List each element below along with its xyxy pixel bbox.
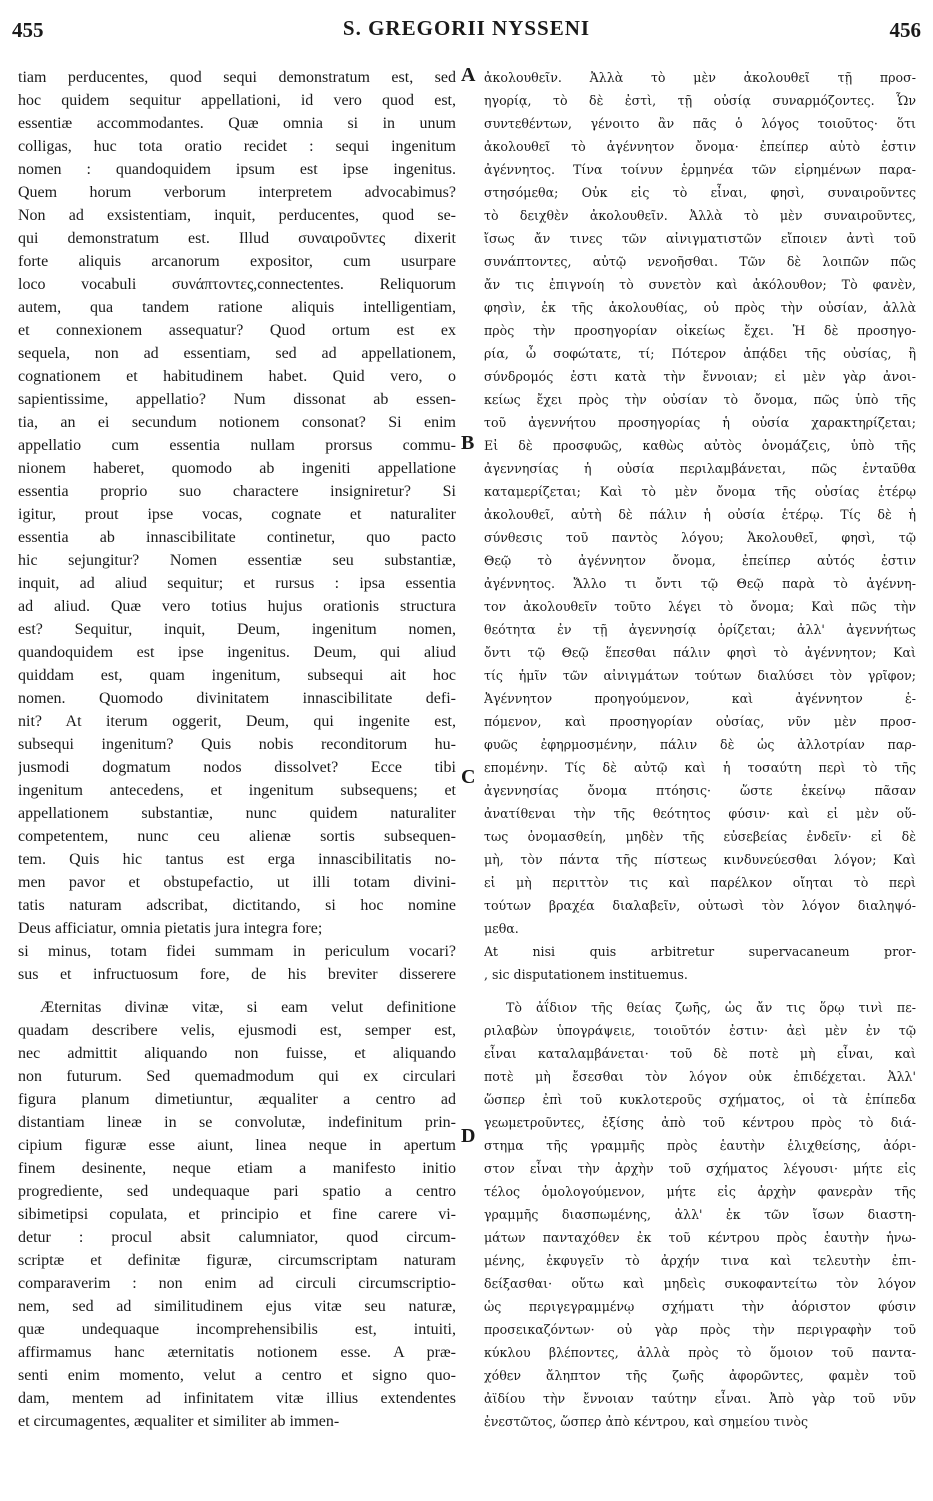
text-line: τως ὀνομασθείη, μηδὲν τῆς εὐσεβείας ἐνδεῖν· εἰ δὲ xyxy=(484,829,916,844)
text-line: distantiam lineæ in se convolutæ, indefinitum prin- xyxy=(18,1114,456,1131)
page-number-left: 455 xyxy=(12,18,44,42)
text-line: jusmodi dogmatum nodos dissolvet? Ecce tibi xyxy=(18,759,456,776)
text-line: essentia ab innascibilitate continetur, quo pacto xyxy=(18,529,456,546)
text-line: ἀκολουθεῖ τὸ ἀγέννητον ὄνομα· ἐπείπερ αὐτὸ ἐστιν xyxy=(484,139,916,154)
text-line: Ἀγέννητον προηγούμενον, καὶ ἀγέννητον ἑ- xyxy=(484,691,916,706)
text-line: συντεθέντων, γένοιτο ἂν πᾶς ὁ λόγος τοιοῦτος· ὅτι xyxy=(484,116,916,131)
text-line: nionem haberet, quomodo ab ingeniti appellatione xyxy=(18,460,456,477)
text-line: ὄντι τῷ Θεῷ ἕπεσθαι πάλιν φησὶ τὸ ἀγέννητον; Καὶ xyxy=(484,645,916,660)
text-line: Æternitas divinæ vitæ, si eam velut definitione xyxy=(40,999,456,1016)
text-line: ἀγέννητος. Τίνα τοίνυν ἑρμηνέα τῶν εἰρημένων παρα- xyxy=(484,162,916,177)
text-line: κύκλου βλέποντες, ἀλλὰ πρὸς τὸ ὅμοιον τοῦ παντα- xyxy=(484,1345,916,1360)
text-line: Non ad exsistentiam, inquit, perducentes, quod se- xyxy=(18,207,456,224)
text-line: hoc quidem sequitur appellationi, id vero quod est, xyxy=(18,92,456,109)
text-line: ριλαβὼν ὑπογράψειε, τοιοῦτόν ἐστιν· ἀεὶ μὲν ἐν τῷ xyxy=(484,1023,916,1038)
margin-letter-a: A xyxy=(461,64,476,86)
text-line: nit? At iterum oggerit, Deum, qui ingenite est, xyxy=(18,713,456,730)
text-line: colligas, huc tota oratio recidet : sequi ingenitum xyxy=(18,138,456,155)
text-line: sus et infructuosum fore, de his breviter disserere xyxy=(18,966,456,983)
text-line: cognationem et habitudinem habet. Quid vero, o xyxy=(18,368,456,385)
text-line: θεότητα ἐν τῇ ἀγεννησίᾳ ὁρίζεται; ἀλλ' ἀγεννήτως xyxy=(484,622,916,637)
paragraph-gap xyxy=(18,986,456,996)
text-line: δείξασθαι· οὕτω καὶ μηδεὶς συκοφαντείτω τὸν λόγον xyxy=(484,1276,916,1291)
text-line: ἀγεννησίας ὄνομα πτόησις· ὥστε ἐκείνῳ πᾶσαν xyxy=(484,783,916,798)
text-line: τούτων βραχέα διαλαβεῖν, οὑτωσὶ τὸν λόγον διαληψό- xyxy=(484,898,916,913)
text-line: subsequi ingenitum? Quis nobis reconditorum hu- xyxy=(18,736,456,753)
text-line: appellationem substantiæ, nunc quidem naturaliter xyxy=(18,805,456,822)
text-line: γραμμῆς διασπωμένης, ἀλλ' ἐκ τῶν ἴσων διαστη- xyxy=(484,1207,916,1222)
text-line: κείως ἔχει πρὸς τὴν οὐσίαν τὸ ὄνομα, πῶς ὑπὸ τῆς xyxy=(484,392,916,407)
text-line: ad aliud. Quæ vero totius hujus orationis structura xyxy=(18,598,456,615)
text-line: scriptæ et definitæ figuræ, circumscriptam naturam xyxy=(18,1252,456,1269)
text-line: πόμενον, καὶ προσηγορίαν οὐσίας, νῦν μὲν προσ- xyxy=(484,714,916,729)
text-line: ρία, ὦ σοφώτατε, τί; Πότερον ἀπᾴδει τῆς οὐσίας, ἢ xyxy=(484,346,916,361)
text-line: φησὶν, ἐκ τῆς ἀκολουθίας, οὐ πρὸς τὴν οὐσίαν, ἀλλὰ xyxy=(484,300,916,315)
text-line: στον εἶναι τὴν ἀρχὴν τοῦ σχήματος λέγουσι· μήτε εἰς xyxy=(484,1161,916,1176)
text-line: essentiæ accommodantes. Quæ omnia si in unum xyxy=(18,115,456,132)
text-line: Deus afficiatur, omnia pietatis jura integra fore; xyxy=(18,920,323,937)
text-line: πρὸς τὴν προσηγορίαν οἰκείως ἔχει. Ἡ δὲ προσηγο- xyxy=(484,323,916,338)
text-line: γεωμετροῦντες, ἐξίσης ἀπὸ τοῦ κέντρου πρὸς τὸ διά- xyxy=(484,1115,916,1130)
text-line: ἀγέννητος. Ἄλλο τι ὄντι τῷ Θεῷ παρὰ τὸ ἀγέννη- xyxy=(484,576,916,591)
text-line: competentem, nunc ceu alienæ sortis subsequen- xyxy=(18,828,456,845)
text-line: si minus, totam fidei summam in periculum vocari? xyxy=(18,943,456,960)
text-line: comparaverim : non enim ad circuli circumscriptio- xyxy=(18,1275,456,1292)
text-line: φυῶς ἐφηρμοσμένην, πάλιν δὲ ὡς ἀλλοτρίαν παρ- xyxy=(484,737,916,752)
text-line: ἀκολουθεῖ, αὐτὴ δὲ πάλιν ἡ οὐσία ἑτέρῳ. Τίς δὲ ἡ xyxy=(484,507,916,522)
text-line: loco vocabuli συνάπτοντες,connectentes. Reliquorum xyxy=(18,276,456,293)
text-line: εἶναι καταλαμβάνεται· τοῦ δὲ ποτὲ μὴ εἶναι, καὶ xyxy=(484,1046,916,1061)
text-line: et circumagentes, æqualiter et similiter ab immen- xyxy=(18,1413,340,1430)
margin-letter-b: B xyxy=(461,432,475,454)
text-line: ἴσως ἄν τινες τῶν αἰνιγματιστῶν εἴποιεν ἀντὶ τοῦ xyxy=(484,231,916,246)
text-line: inquit, ad aliud sequitur; et rursus : ipsa essentia xyxy=(18,575,456,592)
text-line: affirmamus hanc æternitatis notionem esse. A præ- xyxy=(18,1344,456,1361)
text-line: συνάπτοντες, αὐτῷ νενοῆσθαι. Τῶν δὲ λοιπῶν πῶς xyxy=(484,254,916,269)
text-line: μάτων πανταχόθεν ἐκ τοῦ κέντρου πρὸς ἑαυτὴν ἡνω- xyxy=(484,1230,916,1245)
text-line: quiddam est, quam ingenitum, subsequi ait hoc xyxy=(18,667,456,684)
text-line: ὥσπερ ἐπὶ τοῦ κυκλοτεροῦς σχήματος, οἱ τὰ ἐπίπεδα xyxy=(484,1092,916,1107)
text-line: εἰ μὴ περιττὸν τις καὶ παρέλκον οἴηται τὸ περὶ xyxy=(484,875,916,890)
text-line: igitur, prout ipse vocas, cognate et naturaliter xyxy=(18,506,456,523)
text-line: qui demonstratum est. Illud συναιροῦντες dixerit xyxy=(18,230,456,247)
latin-column xyxy=(18,66,456,1433)
text-line: ἄν τις ἐπιγνοίη τὸ συνετὸν καὶ ἀκόλουθον; Τὸ φανὲν, xyxy=(484,277,916,292)
text-line: μένης, ἐκφυγεῖν τὸ ἀρχήν τινα καὶ τελευτὴν ἐπι- xyxy=(484,1253,916,1268)
text-line: sequela, non ad essentiam, sed ad appellationem, xyxy=(18,345,456,362)
text-line: ἀϊδίου τὴν ἔννοιαν ταύτην εἶναι. Ἀπὸ γὰρ τοῦ νῦν xyxy=(484,1391,916,1406)
running-title: S. GREGORII NYSSENI xyxy=(342,16,591,40)
text-line: finem desinente, neque etiam a manifesto initio xyxy=(18,1160,456,1177)
text-line: Τὸ ἀΐδιον τῆς θείας ζωῆς, ὡς ἄν τις ὅρῳ τινὶ πε- xyxy=(506,1000,916,1015)
text-line: et connexionem assequatur? Quod ortum est ex xyxy=(18,322,456,339)
margin-letter-c: C xyxy=(461,766,476,788)
text-line: sapientissime, appellatio? Num dissonat ab essen- xyxy=(18,391,456,408)
text-line: detur : procul absit calumniator, quod circum- xyxy=(18,1229,456,1246)
text-line: ἀγεννησίας ἡ οὐσία περιλαμβάνεται, πῶς ἐνταῦθα xyxy=(484,461,916,476)
page-number-right: 456 xyxy=(889,18,921,42)
paragraph-gap xyxy=(484,986,916,996)
text-line: tia, an ei secundum notionem consonat? Si enim xyxy=(18,414,456,431)
text-line: appellatio cum essentia nullam prorsus commu- xyxy=(18,437,456,454)
text-line: χόθεν ἄληπτον τῆς ζωῆς ἀφορῶντες, φαμὲν τοῦ xyxy=(484,1368,916,1383)
text-line: autem, qua tandem ratione aliquis intelligentiam, xyxy=(18,299,456,316)
greek-column xyxy=(484,66,916,1433)
text-line: non futurum. Sed quemadmodum qui ex circulari xyxy=(18,1068,456,1085)
text-line: tiam perducentes, quod sequi demonstratum est, sed xyxy=(18,69,456,86)
text-line: στημα τῆς γραμμῆς πρὸς ἑαυτὴν ἑλιχθείσης, ἀόρι- xyxy=(484,1138,916,1153)
text-line: Θεῷ τὸ ἀγέννητον ὄνομα, ἐπείπερ αὐτός ἐστιν xyxy=(484,553,916,568)
text-line: προσεικαζόντων· οὐ γὰρ πρὸς τὴν περιγραφὴν τοῦ xyxy=(484,1322,916,1337)
text-line: cipium figuræ esse aiunt, linea neque in apertum xyxy=(18,1137,456,1154)
text-line: ἀνατίθεναι τὴν τῆς θεότητος φύσιν· καὶ εἰ μὲν οὕ- xyxy=(484,806,916,821)
text-line: μὴ, τὸν πάντα τῆς πίστεως κινδυνεύεσθαι λόγον; Καὶ xyxy=(484,852,916,867)
text-line: quæ undequaque incomprehensibilis est, intuiti, xyxy=(18,1321,456,1338)
text-line: senti enim momento, velut a centro et signo quo- xyxy=(18,1367,456,1384)
margin-letter-d: D xyxy=(461,1125,476,1147)
text-line: στησόμεθα; Οὐκ εἰς τὸ εἶναι, φησὶ, συναιροῦντες xyxy=(484,185,916,200)
text-line: men pavor et obstupefactio, ut illi totam divini- xyxy=(18,874,456,891)
text-line: figura planum dimetiuntur, æqualiter a centro ad xyxy=(18,1091,456,1108)
text-line: tem. Quis hic tantus est erga innascibilitatis no- xyxy=(18,851,456,868)
text-line: ἀκολουθεῖν. Ἀλλὰ τὸ μὲν ἀκολουθεῖ τῇ προσ- xyxy=(484,70,916,85)
text-line: Quem horum verborum interpretem advocabimus? xyxy=(18,184,456,201)
text-line: μεθα. xyxy=(484,921,519,936)
text-line: nem, sed ad similitudinem ejus vitæ seu naturæ, xyxy=(18,1298,456,1315)
text-line: ingenitum antecedens, et ingenitum subsequens; et xyxy=(18,782,456,799)
text-line: ἐνεστῶτος, ὥσπερ ἀπὸ κέντρου, καὶ σημείου τινὸς xyxy=(484,1414,809,1429)
text-line: sibimetipsi copulata, et principio et fine carere vi- xyxy=(18,1206,456,1223)
text-line: quandoquidem est ipse ingenitus. Deum, qui aliud xyxy=(18,644,456,661)
text-line: , sic disputationem instituemus. xyxy=(484,967,688,982)
text-line: τίς ἡμῖν τῶν αἰνιγμάτων τούτων διαλύσει τὸν γρῖφον; xyxy=(484,668,916,683)
text-line: τέλος ὁμολογούμενον, μήτε εἰς ἀρχὴν φανερὰν τῆς xyxy=(484,1184,916,1199)
text-line: tatis naturam adscribat, dictitando, si hoc nomine xyxy=(18,897,456,914)
text-line: Εἰ δὲ προσφυῶς, καθὼς αὐτὸς ὀνομάζεις, ὑπὸ τῆς xyxy=(484,438,916,453)
text-line: hic sejungitur? Nomen essentiæ seu substantiæ, xyxy=(18,552,456,569)
page-header xyxy=(10,6,923,40)
text-line: nomen : quandoquidem ipsum est ipse ingenitus. xyxy=(18,161,456,178)
text-line: At nisi quis arbitretur supervacaneum pror- xyxy=(484,944,916,959)
text-line: ηγορίᾳ, τὸ δὲ ἐστὶ, τῇ οὐσίᾳ συναρμόζοντες. Ὧν xyxy=(484,93,916,108)
text-line: ὡς περιγεγραμμένῳ σχήματι τὴν ἀόριστον φύσιν xyxy=(484,1299,916,1314)
text-line: quadam describere velis, ejusmodi est, semper est, xyxy=(18,1022,456,1039)
text-line: dam, mentem ad infinitatem vitæ illius extendentes xyxy=(18,1390,456,1407)
text-line: τον ἀκολουθεῖν τοῦτο λέγει τὸ ὄνομα; Καὶ πῶς τὴν xyxy=(484,599,916,614)
text-line: ποτὲ μὴ ἔσεσθαι τὸν λόγον οὐκ ἐπιδέχεται. Ἀλλ' xyxy=(484,1069,916,1084)
text-line: καταμερίζεται; Καὶ τὸ μὲν ὄνομα τῆς οὐσίας ἑτέρῳ xyxy=(484,484,916,499)
text-line: progrediente, sed undequaque pari spatio a centro xyxy=(18,1183,456,1200)
text-line: nomen. Quomodo divinitatem innascibilitate defi- xyxy=(18,690,456,707)
text-line: est? Sequitur, inquit, Deum, ingenitum nomen, xyxy=(18,621,456,638)
text-line: επομένην. Τίς δὲ αὐτῷ καὶ ἡ τοσαύτη περὶ τὸ τῆς xyxy=(484,760,916,775)
text-line: τοῦ ἀγεννήτου προσηγορίας ἡ οὐσία χαρακτηρίζεται; xyxy=(484,415,916,430)
text-line: forte aliquis arcanorum expositor, cum usurpare xyxy=(18,253,456,270)
text-line: σύνδρομός ἐστι κατὰ τὴν ἔννοιαν; εἰ μὲν γὰρ ἀνοι- xyxy=(484,369,916,384)
text-line: σύνθεσις τοῦ παντὸς λόγου; Ἀκολουθεῖ, φησὶ, τῷ xyxy=(484,530,916,545)
text-line: nec admittit aliquando non fuisse, et aliquando xyxy=(18,1045,456,1062)
text-line: τὸ δειχθὲν ἀκολουθεῖν. Ἀλλὰ τὸ μὲν συναιροῦντες, xyxy=(484,208,916,223)
text-line: essentia proprio suo charactere insigniretur? Si xyxy=(18,483,456,500)
